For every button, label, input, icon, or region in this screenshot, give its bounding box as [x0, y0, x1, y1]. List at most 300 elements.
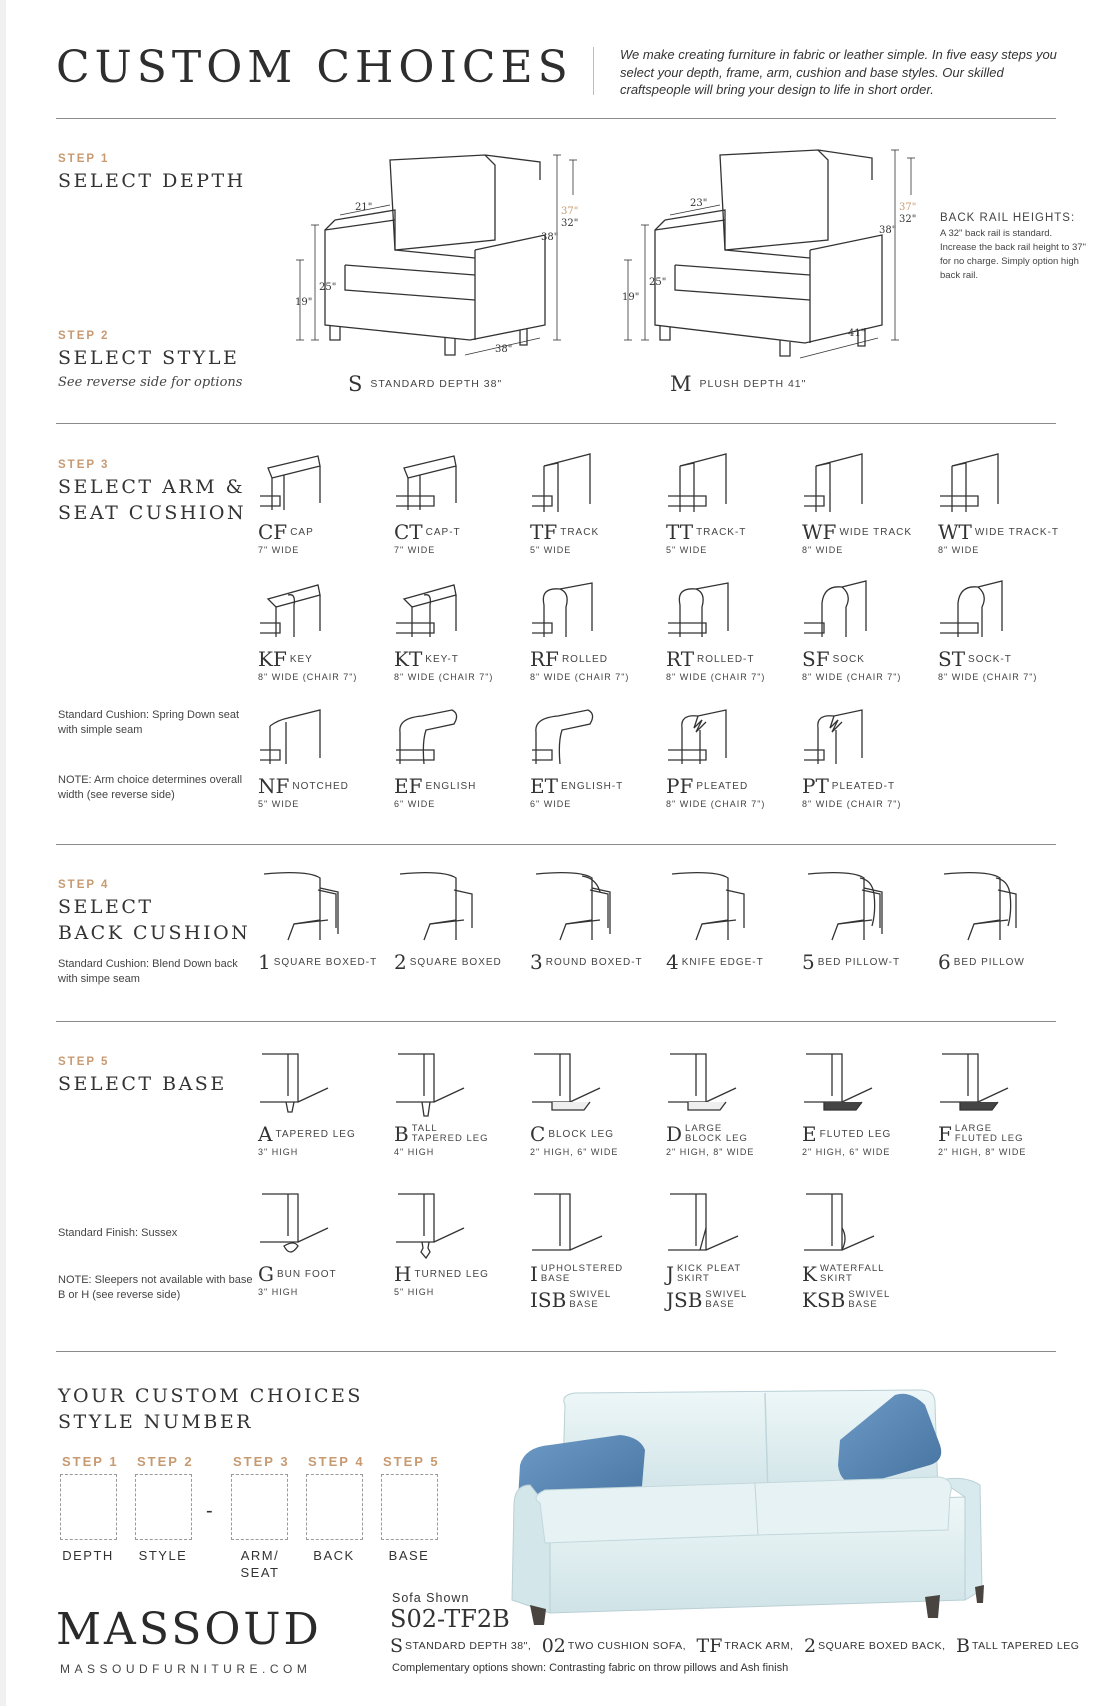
sock-t-arm-icon: [938, 575, 1013, 645]
step4-cushion-note: Standard Cushion: Blend Down back with simpe seam: [58, 958, 238, 985]
sofa-part: TF TRACK ARM,: [696, 1635, 794, 1657]
option-detail: 8" WIDE (CHAIR 7"): [938, 672, 1038, 682]
option-code: 1: [258, 950, 271, 974]
sofa-style-number: S02-TF2B: [390, 1605, 510, 1633]
option-label: [394, 1262, 524, 1286]
option-name: SOCK: [832, 653, 865, 665]
option-detail: 2" HIGH, 8" WIDE: [938, 1147, 1027, 1157]
cap-arm-icon: [258, 448, 333, 518]
kick-pleat-skirt-icon: [666, 1188, 746, 1260]
option-name: SOCK-T: [968, 653, 1012, 665]
square-boxed-t-back-icon: [258, 868, 368, 948]
option-name-bottom: FLUTED LEG: [954, 1133, 1024, 1144]
step5-label: STEP 5: [58, 1056, 110, 1068]
swivel-name-bottom: BASE: [569, 1299, 599, 1310]
option-detail: 8" WIDE (CHAIR 7"): [666, 672, 766, 682]
option-code: PF: [666, 774, 694, 798]
tapered-leg-icon: [258, 1048, 338, 1120]
arm-option-kf[interactable]: [258, 575, 388, 682]
option-code: CF: [258, 520, 288, 544]
option-label: [530, 950, 660, 974]
arm-option-kt[interactable]: [394, 575, 524, 682]
option-label: [938, 1122, 1068, 1146]
step2-title: SELECT STYLE: [58, 347, 240, 369]
option-code: 5: [802, 950, 815, 974]
swivel-option[interactable]: [802, 1288, 932, 1312]
option-name-top: TALL: [411, 1123, 438, 1134]
option-label: [394, 774, 524, 798]
option-label: [258, 774, 388, 798]
option-detail: 7" WIDE: [394, 545, 436, 555]
option-name-top: UPHOLSTERED: [540, 1263, 624, 1274]
option-name: KNIFE EDGE-T: [681, 956, 764, 968]
option-label: [530, 774, 660, 798]
page-title: CUSTOM CHOICES: [56, 42, 573, 93]
option-label: [530, 647, 660, 671]
option-label: [666, 950, 796, 974]
option-name-bottom: SKIRT: [677, 1273, 710, 1284]
option-code: J: [666, 1262, 675, 1286]
back-option-3[interactable]: [530, 868, 660, 974]
option-name: BUN FOOT: [276, 1268, 337, 1280]
arm-option-st[interactable]: [938, 575, 1068, 682]
step4-title-line1: SELECT: [58, 896, 154, 918]
swivel-name-bottom: BASE: [705, 1299, 735, 1310]
notched-arm-icon: [258, 702, 333, 772]
base-depth-label: 38": [495, 344, 513, 355]
step5-title: SELECT BASE: [58, 1073, 227, 1095]
option-name: [820, 1264, 884, 1284]
option-code: TF: [530, 520, 558, 544]
back-rail-note: A 32" back rail is standard. Increase the back rail height to 37" for no charge. Simply option high back rail.: [940, 228, 1086, 281]
intro-text: We make creating furniture in fabric or leather simple. In five easy steps you select your depth, frame, arm, cushion and base styles. Our skilled craftspeople will bring your design to life in short order.: [620, 47, 1057, 97]
option-name: CAP-T: [425, 526, 461, 538]
step4-label: STEP 4: [58, 879, 110, 891]
option-detail: 8" WIDE: [802, 545, 844, 555]
arm-depth-label: 21": [355, 202, 373, 213]
arm-option-tt[interactable]: [666, 448, 796, 555]
back-height-label: 38": [541, 232, 559, 243]
option-name: KEY-T: [425, 653, 459, 665]
step5-finish-note: Standard Finish: Sussex: [58, 1227, 178, 1239]
swivel-name-top: SWIVEL: [569, 1289, 612, 1300]
bun-foot-icon: [258, 1188, 338, 1260]
box-arm-seat-caption: ARM/ SEAT: [240, 1548, 280, 1580]
english-t-arm-icon: [530, 702, 605, 772]
option-name: TURNED LEG: [414, 1268, 489, 1280]
option-label: [530, 1262, 660, 1286]
option-code: A: [258, 1122, 273, 1146]
option-detail: 4" HIGH: [394, 1147, 435, 1157]
step3-cushion-note: Standard Cushion: Spring Down seat with simple seam: [58, 709, 239, 736]
option-name: PLEATED-T: [831, 780, 896, 792]
option-detail: 2" HIGH, 6" WIDE: [802, 1147, 891, 1157]
option-label: [394, 1122, 524, 1146]
option-name: TAPERED LEG: [275, 1128, 356, 1140]
step3-label: STEP 3: [58, 459, 110, 471]
option-code: E: [802, 1122, 817, 1146]
option-label: [394, 647, 524, 671]
option-name: TRACK-T: [696, 526, 747, 538]
option-name-bottom: SKIRT: [819, 1273, 853, 1284]
option-code: WF: [802, 520, 837, 544]
track-t-arm-icon: [666, 448, 741, 518]
low-height-label: 19": [295, 297, 313, 308]
step4-title-line2: BACK CUSHION: [58, 922, 251, 944]
option-label: [666, 647, 796, 671]
depth-option-standard[interactable]: [348, 372, 502, 396]
swivel-name: [569, 1290, 611, 1310]
standard-depth-chair-drawing: [295, 140, 580, 365]
option-code: I: [530, 1262, 538, 1286]
option-code: NF: [258, 774, 290, 798]
option-name: KEY: [289, 653, 313, 665]
brand-url[interactable]: MASSOUDFURNITURE.COM: [60, 1662, 312, 1676]
base-option-e[interactable]: [802, 1048, 932, 1157]
option-code: 4: [666, 950, 679, 974]
option-detail: 6" WIDE: [394, 799, 436, 809]
page-edge: [0, 0, 6, 1706]
bed-pillow-back-icon: [938, 868, 1048, 948]
arm-option-cf[interactable]: [258, 448, 388, 555]
option-code: ST: [938, 647, 966, 671]
swivel-code: JSB: [666, 1288, 703, 1312]
round-boxed-t-back-icon: [530, 868, 640, 948]
brand-logo: MASSOUD: [56, 1604, 322, 1655]
swivel-name: [848, 1290, 890, 1310]
depth-code: M: [670, 372, 692, 396]
option-detail: 3" HIGH: [258, 1287, 299, 1297]
arm-option-rf[interactable]: [530, 575, 660, 682]
option-name: WIDE TRACK: [839, 526, 913, 538]
option-label: [530, 1122, 660, 1146]
option-label: [938, 647, 1068, 671]
option-name: ROLLED: [561, 653, 608, 665]
step2-label: STEP 2: [58, 330, 110, 342]
option-detail: 8" WIDE (CHAIR 7"): [394, 672, 494, 682]
option-name: BED PILLOW-T: [817, 956, 901, 968]
fluted-leg-icon: [802, 1048, 882, 1120]
option-detail: 5" WIDE: [530, 545, 572, 555]
title-divider: [593, 47, 594, 95]
option-detail: 8" WIDE (CHAIR 7"): [530, 672, 630, 682]
option-detail: 8" WIDE (CHAIR 7"): [802, 672, 902, 682]
large-fluted-leg-icon: [938, 1048, 1018, 1120]
base-option-a[interactable]: [258, 1048, 388, 1157]
option-name-top: KICK PLEAT: [677, 1263, 742, 1274]
step1-title: SELECT DEPTH: [58, 170, 246, 192]
option-code: D: [666, 1122, 683, 1146]
depth-name: PLUSH DEPTH 41": [699, 378, 807, 390]
option-label: [258, 950, 388, 974]
option-name: ENGLISH-T: [560, 780, 624, 792]
plush-depth-chair-drawing: [620, 140, 920, 365]
option-label: [666, 1122, 796, 1146]
option-label: [394, 520, 524, 544]
option-code: KT: [394, 647, 423, 671]
option-label: [802, 950, 932, 974]
option-code: PT: [802, 774, 829, 798]
rolled-t-arm-icon: [666, 575, 741, 645]
option-name: SQUARE BOXED-T: [273, 956, 378, 968]
option-label: [802, 520, 932, 544]
knife-edge-t-back-icon: [666, 868, 776, 948]
low-height-label: 19": [622, 292, 640, 303]
option-name-bottom: TAPERED LEG: [411, 1133, 489, 1144]
option-code: RF: [530, 647, 559, 671]
depth-option-plush[interactable]: [670, 372, 806, 396]
base-option-k[interactable]: [802, 1188, 932, 1312]
option-label: [802, 647, 932, 671]
pleated-t-arm-icon: [802, 702, 877, 772]
base-option-d[interactable]: [666, 1048, 796, 1157]
block-leg-icon: [530, 1048, 610, 1120]
divider: [56, 844, 1056, 845]
option-label: [394, 950, 524, 974]
option-detail: 7" WIDE: [258, 545, 300, 555]
option-code: F: [938, 1122, 952, 1146]
option-code: KF: [258, 647, 287, 671]
swivel-name-bottom: BASE: [848, 1299, 878, 1310]
box-step3-label: STEP 3: [233, 1454, 290, 1469]
arm-option-ct[interactable]: [394, 448, 524, 555]
box-depth-caption: DEPTH: [62, 1548, 114, 1563]
option-name: [685, 1124, 748, 1144]
arm-option-ef[interactable]: [394, 702, 524, 809]
option-label: [258, 520, 388, 544]
option-label: [802, 1122, 932, 1146]
back-option-4[interactable]: [666, 868, 796, 974]
sofa-part: 02 TWO CUSHION SOFA,: [541, 1635, 687, 1657]
turned-leg-icon: [394, 1188, 474, 1260]
option-label: [666, 520, 796, 544]
option-name: BLOCK LEG: [548, 1128, 615, 1140]
box-step5-label: STEP 5: [383, 1454, 440, 1469]
arm-option-rt[interactable]: [666, 575, 796, 682]
option-label: [802, 774, 932, 798]
option-code: RT: [666, 647, 695, 671]
option-detail: 3" HIGH: [258, 1147, 299, 1157]
step1-label: STEP 1: [58, 153, 110, 165]
arm-depth-label: 23": [690, 198, 708, 209]
depth-code: S: [348, 372, 363, 396]
back-height-label: 38": [879, 225, 897, 236]
pleated-arm-icon: [666, 702, 741, 772]
arm-option-wt[interactable]: [938, 448, 1068, 555]
option-label: [802, 1262, 932, 1286]
option-detail: 5" WIDE: [666, 545, 708, 555]
option-label: [666, 1262, 796, 1286]
box-step2-label: STEP 2: [137, 1454, 194, 1469]
option-name: SQUARE BOXED: [409, 956, 502, 968]
arm-option-nf[interactable]: [258, 702, 388, 809]
style-choice-box[interactable]: [135, 1474, 192, 1540]
swivel-code: KSB: [802, 1288, 846, 1312]
swivel-option[interactable]: [530, 1288, 660, 1312]
option-label: [938, 950, 1068, 974]
swivel-code: ISB: [530, 1288, 567, 1312]
option-code: ET: [530, 774, 558, 798]
option-label: [938, 520, 1068, 544]
depth-name: STANDARD DEPTH 38": [370, 378, 503, 390]
sofa-part: 2 SQUARE BOXED BACK,: [804, 1635, 946, 1657]
option-code: H: [394, 1262, 412, 1286]
option-name: WIDE TRACK-T: [974, 526, 1059, 538]
divider: [56, 118, 1056, 119]
depth-choice-box[interactable]: [60, 1474, 117, 1540]
back-option-6[interactable]: [938, 868, 1068, 974]
option-name-top: LARGE: [954, 1123, 993, 1134]
option-name: CAP: [290, 526, 314, 538]
option-name: PLEATED: [696, 780, 749, 792]
square-boxed-back-icon: [394, 868, 504, 948]
back-option-1[interactable]: [258, 868, 388, 974]
arm-option-wf[interactable]: [802, 448, 932, 555]
option-label: [666, 774, 796, 798]
option-name: [955, 1124, 1024, 1144]
base-depth-label: 41": [848, 328, 866, 339]
arm-option-pt[interactable]: [802, 702, 932, 809]
box-step1-label: STEP 1: [62, 1454, 119, 1469]
swivel-name-top: SWIVEL: [848, 1289, 891, 1300]
back-choice-box[interactable]: [306, 1474, 363, 1540]
option-detail: 2" HIGH, 6" WIDE: [530, 1147, 619, 1157]
option-detail: 8" WIDE (CHAIR 7"): [666, 799, 766, 809]
key-arm-icon: [258, 575, 333, 645]
option-code: EF: [394, 774, 423, 798]
option-label: [258, 647, 388, 671]
swivel-name: [705, 1290, 747, 1310]
option-detail: 8" WIDE (CHAIR 7"): [802, 799, 902, 809]
back-rail-info: [940, 212, 1090, 283]
sofa-parts: [390, 1635, 1085, 1657]
option-name-bottom: BASE: [540, 1273, 571, 1284]
swivel-name-top: SWIVEL: [705, 1289, 748, 1300]
option-detail: 8" WIDE: [938, 545, 980, 555]
sofa-photo: [510, 1385, 990, 1625]
seat-height-label: 25": [649, 277, 667, 288]
tall-tapered-leg-icon: [394, 1048, 474, 1120]
divider: [56, 423, 1056, 424]
rail-high-label: 37": [561, 206, 579, 217]
option-name: ENGLISH: [425, 780, 477, 792]
option-code: C: [530, 1122, 546, 1146]
option-detail: 5" WIDE: [258, 799, 300, 809]
option-code: 3: [530, 950, 543, 974]
swivel-option[interactable]: [666, 1288, 796, 1312]
arm-seat-choice-box[interactable]: [231, 1474, 288, 1540]
step2-subtitle: See reverse side for options: [58, 375, 243, 390]
style-separator: -: [206, 1500, 213, 1522]
waterfall-skirt-icon: [802, 1188, 882, 1260]
divider: [56, 1021, 1056, 1022]
sofa-part: B TALL TAPERED LEG: [956, 1635, 1080, 1657]
seat-height-label: 25": [319, 282, 337, 293]
rolled-arm-icon: [530, 575, 605, 645]
rail-std-label: 32": [561, 218, 579, 229]
option-label: [258, 1262, 388, 1286]
option-name: [677, 1264, 741, 1284]
box-style-caption: STYLE: [138, 1548, 188, 1563]
option-name: TRACK: [560, 526, 600, 538]
arm-option-et[interactable]: [530, 702, 660, 809]
box-back-caption: BACK: [313, 1548, 355, 1563]
option-code: CT: [394, 520, 423, 544]
arm-option-pf[interactable]: [666, 702, 796, 809]
wide-track-t-arm-icon: [938, 448, 1013, 518]
bed-pillow-t-back-icon: [802, 868, 912, 948]
option-label: [530, 520, 660, 544]
base-option-c[interactable]: [530, 1048, 660, 1157]
wide-track-arm-icon: [802, 448, 877, 518]
base-option-h[interactable]: [394, 1188, 524, 1297]
step3-title-line2: SEAT CUSHION: [58, 502, 247, 524]
step5-sleepers-note: NOTE: Sleepers not available with base B or H (see reverse side): [58, 1274, 253, 1301]
box-step4-label: STEP 4: [308, 1454, 365, 1469]
option-code: B: [394, 1122, 409, 1146]
back-option-5[interactable]: [802, 868, 932, 974]
option-code: K: [802, 1262, 817, 1286]
base-option-g[interactable]: [258, 1188, 388, 1297]
custom-title-line1: YOUR CUSTOM CHOICES: [58, 1385, 363, 1407]
option-detail: 6" WIDE: [530, 799, 572, 809]
rail-high-label: 37": [899, 202, 917, 213]
complementary-options-note: Complementary options shown: Contrasting fabric on throw pillows and Ash finish: [392, 1662, 789, 1674]
option-code: G: [258, 1262, 274, 1286]
upholstered-base-icon: [530, 1188, 610, 1260]
divider: [56, 1351, 1056, 1352]
option-code: TT: [666, 520, 694, 544]
option-detail: 5" HIGH: [394, 1287, 435, 1297]
base-option-b[interactable]: [394, 1048, 524, 1157]
option-code: WT: [938, 520, 972, 544]
cap-t-arm-icon: [394, 448, 469, 518]
box-base-caption: BASE: [388, 1548, 430, 1563]
track-arm-icon: [530, 448, 605, 518]
custom-title-line2: STYLE NUMBER: [58, 1411, 253, 1433]
large-block-leg-icon: [666, 1048, 746, 1120]
option-name-top: WATERFALL: [819, 1263, 885, 1274]
option-detail: 2" HIGH, 8" WIDE: [666, 1147, 755, 1157]
option-detail: 8" WIDE (CHAIR 7"): [258, 672, 358, 682]
english-arm-icon: [394, 702, 469, 772]
back-option-2[interactable]: [394, 868, 524, 974]
step3-title-line1: SELECT ARM &: [58, 476, 246, 498]
base-choice-box[interactable]: [381, 1474, 438, 1540]
key-t-arm-icon: [394, 575, 469, 645]
step3-arm-note: NOTE: Arm choice determines overall width (see reverse side): [58, 774, 243, 801]
sofa-part: SSTANDARD DEPTH 38",: [390, 1635, 532, 1657]
option-name: [541, 1264, 623, 1284]
arm-option-tf[interactable]: [530, 448, 660, 555]
option-name: NOTCHED: [292, 780, 349, 792]
base-option-i[interactable]: [530, 1188, 660, 1312]
option-code: SF: [802, 647, 830, 671]
rail-std-label: 32": [899, 214, 917, 225]
sock-arm-icon: [802, 575, 877, 645]
option-label: [258, 1122, 388, 1146]
option-name: BED PILLOW: [953, 956, 1025, 968]
base-option-j[interactable]: [666, 1188, 796, 1312]
base-option-f[interactable]: [938, 1048, 1068, 1157]
sofa-shown-label: Sofa Shown: [392, 1591, 470, 1605]
option-name: [412, 1124, 489, 1144]
arm-option-sf[interactable]: [802, 575, 932, 682]
option-name-bottom: BLOCK LEG: [685, 1133, 748, 1144]
option-name: FLUTED LEG: [819, 1128, 892, 1140]
back-rail-title: BACK RAIL HEIGHTS:: [940, 212, 1076, 224]
option-name: ROLLED-T: [697, 653, 755, 665]
